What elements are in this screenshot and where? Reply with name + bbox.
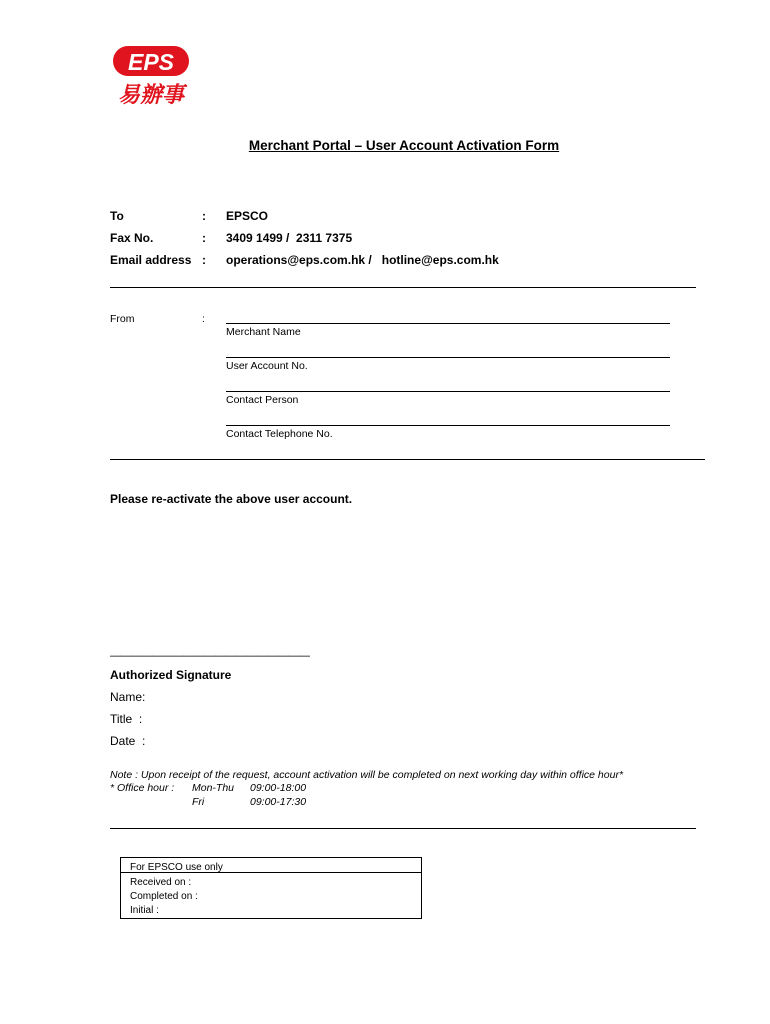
signature-date-label: Date : (110, 734, 146, 748)
note-days-1: Mon-Thu (192, 782, 235, 794)
email-label: Email address (110, 253, 192, 267)
signature-line[interactable]: ——————————————————— (110, 650, 310, 662)
fax-sep: : (202, 231, 206, 245)
signature-name-label: Name: (110, 690, 146, 704)
request-text: Please re-activate the above user account. (110, 492, 353, 506)
initial-label: Initial : (130, 905, 159, 916)
signature-title-label: Title : (110, 712, 143, 726)
contact-person-label: Contact Person (226, 394, 299, 406)
user-account-line[interactable] (226, 357, 670, 358)
epsco-box-heading-divider (120, 872, 422, 873)
divider-1 (110, 287, 696, 288)
user-account-label: User Account No. (226, 360, 308, 372)
epsco-use-only-box (120, 857, 422, 919)
note-hours-2: 09:00-17:30 (250, 796, 307, 808)
logo-chinese-text: 易辦事 (117, 83, 185, 106)
form-title: Merchant Portal – User Account Activation Form (248, 138, 560, 153)
completed-on-label: Completed on : (130, 891, 198, 902)
epsco-box-heading: For EPSCO use only (130, 862, 223, 873)
contact-telephone-line[interactable] (226, 425, 670, 426)
contact-person-line[interactable] (226, 391, 670, 392)
eps-logo (110, 44, 192, 106)
logo-eps-text: EPS (127, 49, 175, 75)
from-label: From (110, 313, 135, 325)
merchant-name-line[interactable] (226, 323, 670, 324)
note-days-2: Fri (192, 796, 205, 808)
received-on-label: Received on : (130, 877, 192, 888)
merchant-name-label: Merchant Name (226, 326, 301, 338)
divider-3 (110, 828, 696, 829)
fax-label: Fax No. (110, 231, 154, 245)
email-value: operations@eps.com.hk / hotline@eps.com.hk (226, 253, 499, 267)
authorized-signature-heading: Authorized Signature (110, 668, 232, 682)
to-value: EPSCO (226, 209, 269, 223)
fax-value: 3409 1499 / 2311 7375 (226, 231, 353, 245)
to-sep: : (202, 209, 206, 223)
to-label: To (110, 209, 124, 223)
from-sep: : (202, 313, 205, 325)
note-line-1: Note : Upon receipt of the request, account activation will be completed on next working day within office hour* (110, 769, 624, 781)
email-sep: : (202, 253, 206, 267)
contact-telephone-label: Contact Telephone No. (226, 428, 333, 440)
note-office-hour-label: * Office hour : (110, 782, 175, 794)
divider-2 (110, 459, 705, 460)
note-hours-1: 09:00-18:00 (250, 782, 307, 794)
